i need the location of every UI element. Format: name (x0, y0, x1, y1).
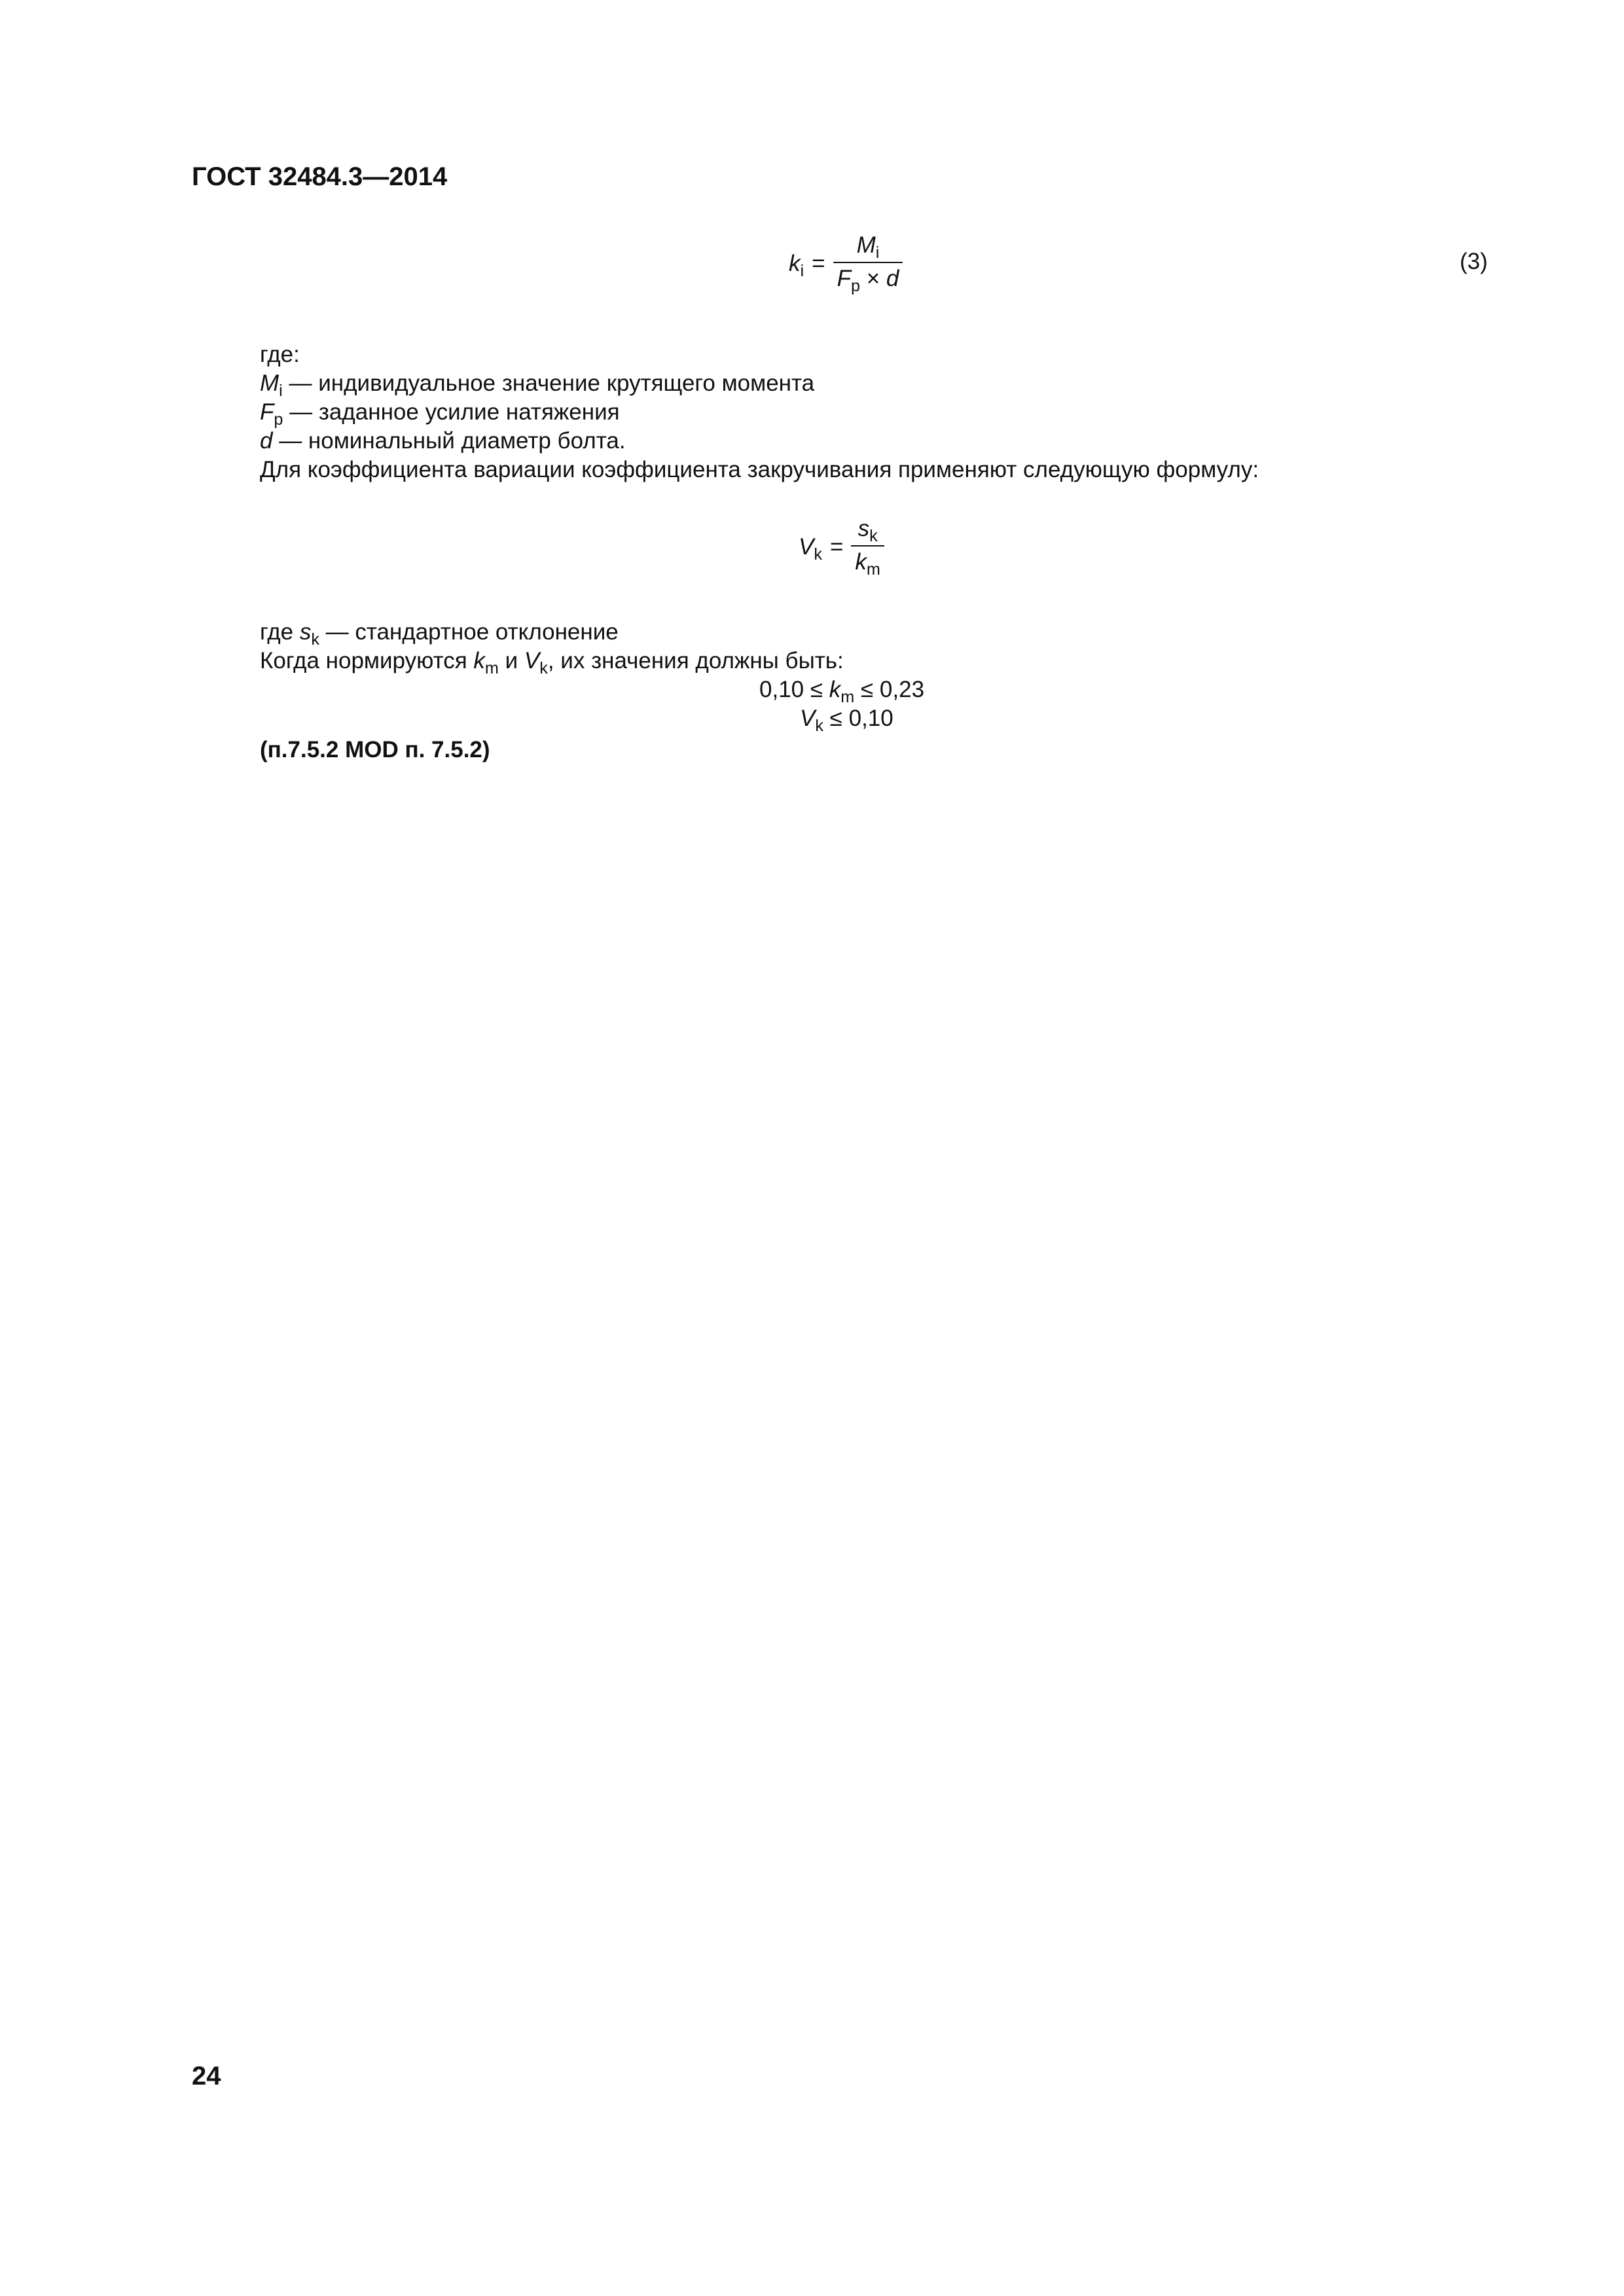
where-item-sub: i (279, 382, 283, 401)
norm-mid: и (498, 648, 524, 673)
formula-3-den-sub: p (850, 277, 860, 296)
formula-3-den-symbol2: d (886, 266, 899, 291)
where-item-text: — индивидуальное значение крутящего момента (282, 370, 815, 396)
formula-variation-numerator (854, 516, 882, 545)
formula-3-numerator (853, 232, 884, 262)
where-item-symbol: d (260, 428, 273, 454)
ineq-vk-sub: k (815, 717, 823, 736)
variation-intro: Для коэффициента вариации коэффициента закручивания применяют следующую формулу: (260, 457, 1259, 482)
ineq-vk-right: ≤ 0,10 (823, 706, 893, 731)
formula-3-fraction (833, 232, 903, 295)
norm-symbol-v: V (524, 648, 540, 673)
sk-prefix: где (260, 619, 300, 645)
where-item-sub: p (274, 410, 283, 429)
formula-variation-num-sub: k (869, 527, 878, 546)
ineq-km-sub: m (840, 688, 855, 707)
formula-variation-equals: = (829, 534, 844, 560)
formula-3-num-symbol: M (856, 232, 876, 258)
formula-3-num-sub: i (875, 243, 880, 262)
norm-sentence (260, 647, 844, 677)
where-item-diameter (260, 427, 626, 456)
document-header: ГОСТ 32484.3—2014 (192, 162, 448, 191)
formula-variation (799, 516, 884, 579)
norm-prefix: Когда нормируются (260, 648, 474, 673)
formula-3-equals: = (812, 251, 825, 276)
sk-sub: k (311, 630, 319, 649)
ineq-km-left: 0,10 ≤ (759, 677, 829, 702)
formula-3-lhs (789, 251, 804, 281)
formula-variation-lhs-symbol: V (799, 534, 814, 560)
page-number: 24 (192, 2062, 221, 2090)
where-item-text: — заданное усилие натяжения (283, 399, 620, 425)
ineq-km-right: ≤ 0,23 (854, 677, 925, 702)
inequality-km (759, 675, 924, 706)
formula-number: (3) (1460, 249, 1488, 274)
formula-3-den-symbol1: F (837, 266, 851, 291)
formula-variation-fraction (851, 516, 884, 579)
formula-variation-den-symbol: k (855, 549, 867, 575)
inequality-vk (800, 704, 893, 735)
norm-sub-k: k (539, 659, 548, 678)
sk-text: — стандартное отклонение (319, 619, 619, 645)
where-item-symbol: F (260, 399, 274, 425)
ineq-km-symbol: k (829, 677, 841, 702)
formula-3-lhs-sub: i (800, 262, 804, 281)
where-intro: где: (260, 342, 300, 367)
formula-3-denominator (833, 262, 903, 295)
formula-variation-denominator (851, 545, 884, 579)
ineq-vk-symbol: V (800, 706, 816, 731)
formula-3 (789, 232, 903, 295)
sk-definition (260, 618, 619, 649)
where-item-tension (260, 398, 620, 429)
where-item-symbol: M (260, 370, 280, 396)
where-item-torque (260, 369, 814, 400)
formula-3-times: × (866, 266, 880, 291)
formula-variation-lhs-sub: k (814, 545, 822, 564)
formula-variation-lhs (799, 534, 822, 564)
formula-variation-num-symbol: s (857, 516, 870, 541)
formula-variation-den-sub: m (866, 560, 880, 579)
clause-reference: (п.7.5.2 MOD п. 7.5.2) (260, 737, 490, 762)
where-item-text: — номинальный диаметр болта. (272, 428, 626, 454)
norm-sub-m: m (484, 659, 499, 678)
formula-3-lhs-symbol: k (789, 251, 801, 276)
sk-symbol: s (299, 619, 312, 645)
norm-suffix: , их значения должны быть: (547, 648, 844, 673)
norm-symbol-k: k (473, 648, 485, 673)
